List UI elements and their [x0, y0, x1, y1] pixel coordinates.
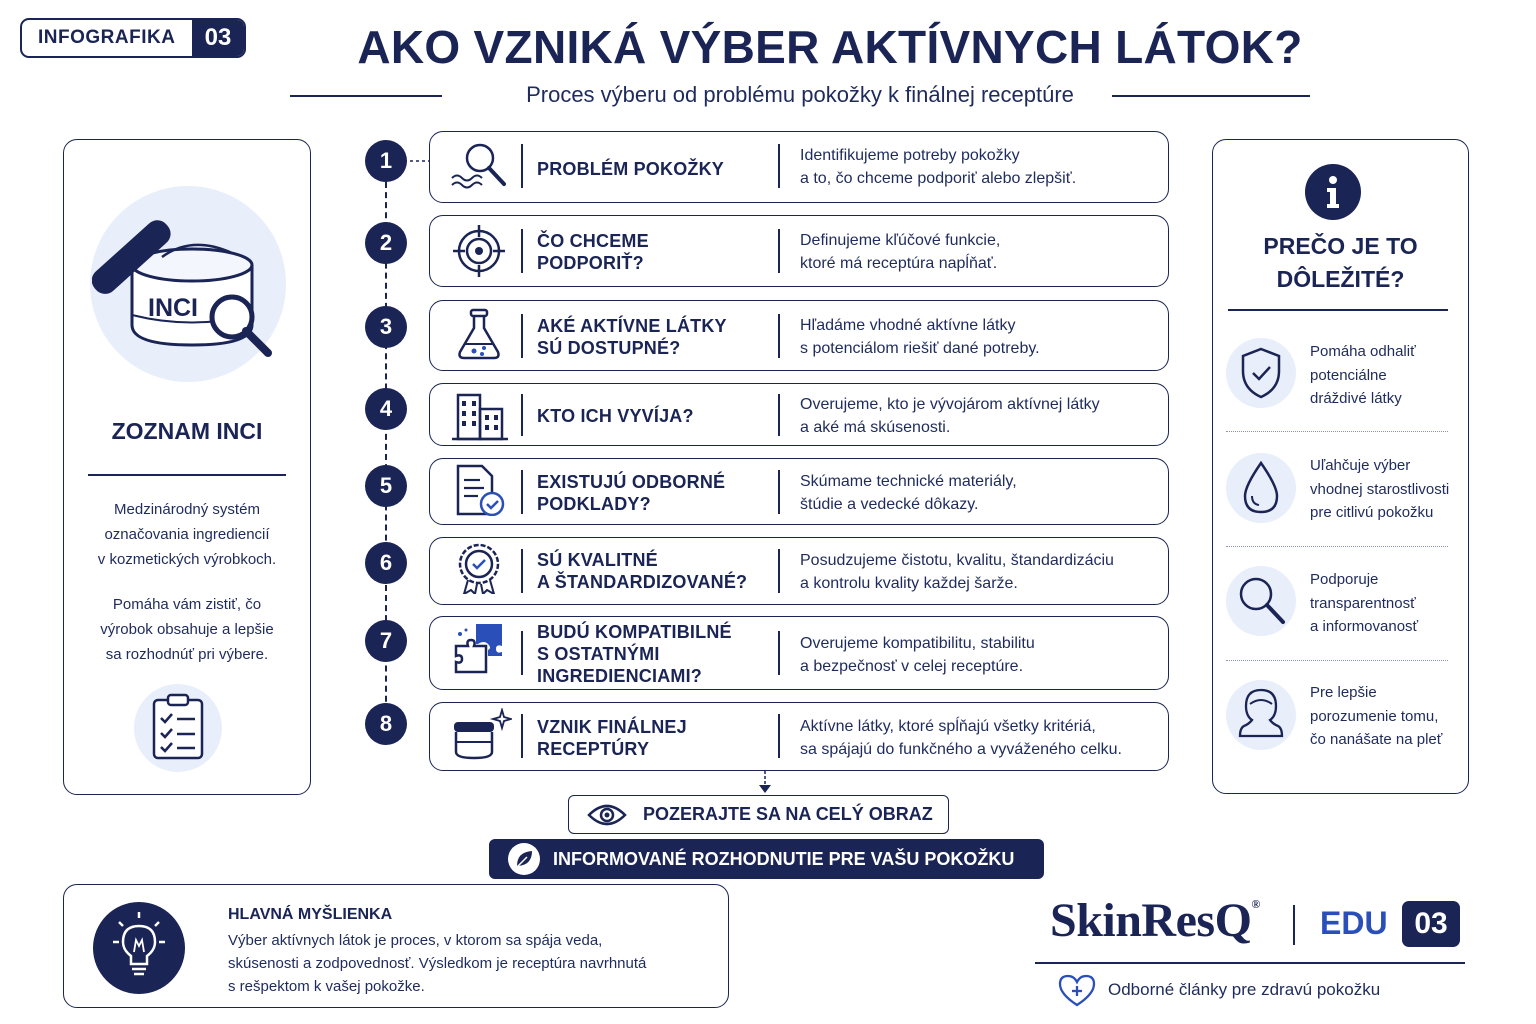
checklist-icon — [150, 692, 206, 762]
step-heading-2 — [537, 230, 767, 274]
why-item-line: Pre lepšie — [1310, 684, 1377, 701]
why-item-line: Podporuje — [1310, 571, 1379, 588]
step-separator — [521, 394, 523, 436]
informed-decision-button[interactable] — [489, 839, 1044, 879]
step-heading-3 — [537, 315, 767, 359]
main-idea-line: s rešpektom k vašej pokožke. — [228, 978, 425, 995]
why-item-line: čo nanášate na pleť — [1310, 731, 1443, 748]
inci-desc-line: Medzinárodný systém — [114, 501, 260, 518]
info-icon — [1305, 164, 1361, 220]
step-desc-line: Aktívne látky, ktoré spĺňajú všetky kritériá, — [800, 718, 1096, 735]
step-desc-line: s potenciálom riešiť dané potreby. — [800, 340, 1040, 357]
step-number-2: 2 — [365, 222, 407, 264]
footer-divider — [1035, 962, 1465, 964]
step-number-5: 5 — [365, 465, 407, 507]
timeline-connector — [404, 150, 432, 172]
step-desc-line: štúdie a vedecké dôkazy. — [800, 496, 979, 513]
step-separator — [521, 314, 523, 358]
step-description-2 — [800, 229, 1160, 275]
step-heading-line: ČO CHCEME — [537, 231, 649, 251]
inci-jar-label: INCI — [148, 294, 198, 322]
step-separator — [778, 394, 780, 436]
step-heading-line: PROBLÉM POKOŽKY — [537, 159, 725, 179]
why-item-line: pre citlivú pokožku — [1310, 504, 1434, 521]
arrow-down-icon — [757, 771, 773, 795]
step-desc-line: Overujeme kompatibilitu, stabilitu — [800, 635, 1035, 652]
step-number-7: 7 — [365, 620, 407, 662]
main-idea-title: HLAVNÁ MYŠLIENKA — [228, 906, 393, 923]
main-idea-text — [228, 929, 698, 998]
step-desc-line: Skúmame technické materiály, — [800, 473, 1017, 490]
step-heading-6 — [537, 549, 767, 593]
edu-number: 03 — [1402, 901, 1460, 947]
step-heading-line: RECEPTÚRY — [537, 739, 650, 759]
inci-divider — [88, 474, 286, 476]
why-item-line: potenciálne — [1310, 366, 1387, 384]
step-description-6 — [800, 549, 1160, 595]
step-heading-line: AKÉ AKTÍVNE LÁTKY — [537, 316, 727, 336]
step-separator — [778, 714, 780, 758]
inci-desc-line: výrobok obsahuje a lepšie — [100, 621, 274, 638]
eye-icon — [587, 803, 627, 827]
brand-separator — [1293, 905, 1295, 945]
why-divider — [1228, 309, 1448, 311]
why-item-line: vhodnej starostlivosti — [1310, 480, 1450, 498]
why-item-line: porozumenie tomu, — [1310, 707, 1439, 725]
flask-icon — [446, 308, 512, 360]
step-separator — [778, 631, 780, 675]
step-separator — [521, 470, 523, 514]
why-item-line: dráždivé látky — [1310, 390, 1402, 407]
inci-title: ZOZNAM INCI — [111, 418, 263, 444]
step-desc-line: Hľadáme vhodné aktívne látky — [800, 317, 1016, 334]
step-separator — [521, 714, 523, 758]
badge-number: 03 — [192, 20, 244, 56]
quality-badge-icon — [446, 542, 512, 594]
why-title-line: DÔLEŽITÉ? — [1276, 266, 1405, 292]
search-waves-icon — [446, 140, 512, 192]
step-heading-line: PODKLADY? — [537, 494, 651, 514]
brand-name: SkinResQ — [1050, 894, 1252, 947]
lightbulb-icon — [101, 908, 177, 988]
brand-logo — [1050, 893, 1260, 948]
cream-jar-sparkle-icon — [446, 708, 512, 760]
step-separator — [778, 229, 780, 273]
step-heading-line: SÚ DOSTUPNÉ? — [537, 338, 681, 358]
document-check-icon — [446, 464, 512, 516]
step-heading-line: PODPORIŤ? — [537, 253, 644, 273]
step-heading-line: KTO ICH VYVÍJA? — [537, 406, 694, 426]
step-desc-line: a bezpečnosť v celej receptúre. — [800, 658, 1024, 675]
step-desc-line: ktoré má receptúra napĺňať. — [800, 255, 998, 272]
step-number-8: 8 — [365, 703, 407, 745]
drop-icon — [1241, 460, 1281, 516]
edu-label: EDU — [1320, 905, 1388, 941]
step-separator — [778, 314, 780, 358]
page-title: AKO VZNIKÁ VÝBER AKTÍVNYCH LÁTOK? — [357, 21, 1303, 73]
why-separator — [1226, 546, 1448, 547]
badge-label: INFOGRAFIKA — [38, 27, 176, 48]
step-separator — [521, 631, 523, 675]
why-title-line: PREČO JE TO — [1263, 233, 1418, 259]
inci-description-1 — [80, 497, 294, 572]
inci-desc-line: sa rozhodnúť pri výbere. — [105, 646, 269, 663]
step-heading-5 — [537, 471, 767, 515]
view-whole-picture-button[interactable] — [568, 795, 949, 834]
main-idea-line: Výber aktívnych látok je proces, v ktorom sa spája veda, — [228, 932, 603, 949]
page-subtitle: Proces výberu od problému pokožky k finálnej receptúre — [526, 82, 1074, 107]
step-description-3 — [800, 314, 1160, 360]
step-separator — [778, 549, 780, 593]
step-heading-7 — [537, 621, 767, 687]
why-item-line: transparentnosť — [1310, 594, 1416, 612]
why-item-line: Uľahčuje výber — [1310, 457, 1411, 474]
why-item-line: Pomáha odhaliť — [1310, 343, 1416, 360]
step-separator — [521, 229, 523, 273]
puzzle-icon — [446, 622, 512, 674]
step-desc-line: sa spájajú do funkčného a vyváženého celku. — [800, 741, 1122, 758]
step-separator — [778, 144, 780, 188]
step-heading-line: BUDÚ KOMPATIBILNÉ — [537, 622, 732, 642]
magnifier-icon — [1236, 574, 1288, 628]
step-separator — [521, 549, 523, 593]
step-separator — [778, 470, 780, 514]
why-item-2 — [1310, 454, 1462, 525]
building-icon — [446, 389, 512, 441]
step-description-7 — [800, 632, 1160, 678]
inci-jar-icon — [92, 205, 282, 365]
step-separator — [521, 144, 523, 188]
step-number-6: 6 — [365, 542, 407, 584]
step-heading-line: SÚ KVALITNÉ — [537, 550, 658, 570]
step-heading-4 — [537, 405, 767, 427]
step-heading-1 — [537, 158, 767, 180]
step-desc-line: Identifikujeme potreby pokožky — [800, 147, 1020, 164]
step-heading-line: VZNIK FINÁLNEJ — [537, 717, 687, 737]
why-item-1 — [1310, 340, 1462, 411]
main-idea-line: skúsenosti a zodpovednosť. Výsledkom je receptúra navrhnutá — [228, 955, 647, 972]
step-heading-line: S OSTATNÝMI — [537, 644, 660, 664]
infografika-badge — [20, 18, 246, 58]
person-icon — [1236, 686, 1286, 744]
step-heading-line: EXISTUJÚ ODBORNÉ — [537, 472, 726, 492]
step-number-4: 4 — [365, 388, 407, 430]
informed-decision-label: INFORMOVANÉ ROZHODNUTIE PRE VAŠU POKOŽKU — [553, 848, 1015, 869]
leaf-icon — [507, 842, 541, 876]
why-item-line: a informovanosť — [1310, 618, 1419, 635]
why-separator — [1226, 431, 1448, 432]
step-heading-8 — [537, 716, 767, 760]
brand-registered-mark: ® — [1251, 897, 1260, 911]
why-item-3 — [1310, 568, 1462, 639]
step-heading-line: A ŠTANDARDIZOVANÉ? — [537, 572, 748, 592]
heart-plus-icon — [1058, 974, 1096, 1008]
step-description-4 — [800, 393, 1160, 439]
brand-tagline: Odborné články pre zdravú pokožku — [1108, 980, 1381, 999]
inci-description-2 — [80, 592, 294, 667]
inci-desc-line: Pomáha vám zistiť, čo — [112, 596, 262, 613]
inci-desc-line: v kozmetických výrobkoch. — [97, 551, 277, 568]
step-desc-line: a aké má skúsenosti. — [800, 419, 951, 436]
step-desc-line: Overujeme, kto je vývojárom aktívnej látky — [800, 396, 1100, 413]
step-desc-line: a to, čo chceme podporiť alebo zlepšiť. — [800, 170, 1077, 187]
step-desc-line: a kontrolu kvality každej šarže. — [800, 575, 1018, 592]
why-separator — [1226, 660, 1448, 661]
step-number-3: 3 — [365, 306, 407, 348]
inci-desc-line: označovania ingrediencií — [104, 526, 270, 543]
step-description-1 — [800, 144, 1160, 190]
step-number-1: 1 — [365, 140, 407, 182]
why-item-4 — [1310, 681, 1462, 752]
step-desc-line: Posudzujeme čistotu, kvalitu, štandardizáciu — [800, 552, 1114, 569]
step-heading-line: INGREDIENCIAMI? — [537, 666, 702, 686]
step-description-5 — [800, 470, 1160, 516]
why-important-title — [1212, 230, 1469, 296]
view-whole-picture-label: POZERAJTE SA NA CELÝ OBRAZ — [643, 804, 933, 824]
shield-check-icon — [1239, 347, 1283, 399]
target-icon — [446, 225, 512, 277]
step-desc-line: Definujeme kľúčové funkcie, — [800, 232, 1001, 249]
step-description-8 — [800, 715, 1160, 761]
